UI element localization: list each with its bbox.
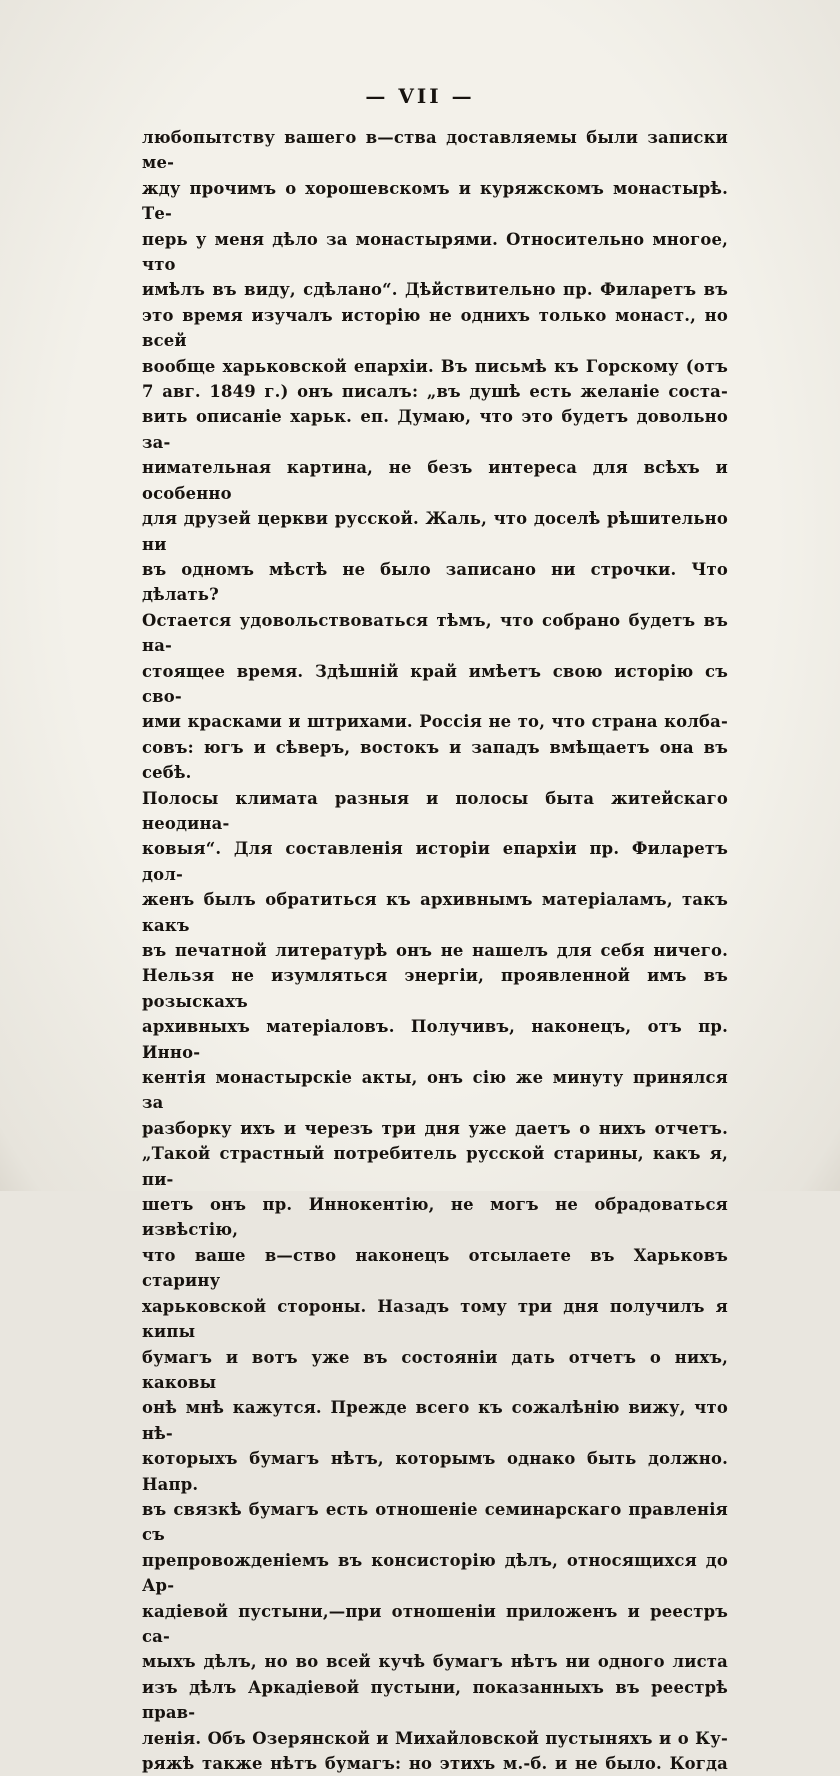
page-number: — VII — bbox=[365, 84, 475, 108]
text-line: женъ былъ обратиться къ архивнымъ матеріаламъ, такъ какъ bbox=[142, 890, 728, 935]
text-line: препровожденіемъ въ консисторію дѣлъ, относящихся до Ар- bbox=[142, 1550, 728, 1596]
text-line: имѣлъ въ виду, сдѣлано“. Дѣйствительно пр. Филаретъ въ bbox=[142, 280, 728, 300]
text-line: ленія. Объ Озерянской и Михайловской пустыняхъ и о Ку- bbox=[142, 1728, 728, 1748]
text-line: нимательная картина, не безъ интереса для всѣхъ и особенно bbox=[142, 458, 728, 503]
text-line: для друзей церкви русской. Жаль, что доселѣ рѣшительно ни bbox=[142, 509, 728, 554]
body-text bbox=[142, 125, 728, 1776]
text-line: Нельзя не изумляться энергіи, проявленной имъ въ розыскахъ bbox=[142, 966, 728, 1011]
text-line: ими красками и штрихами. Россія не то, что страна колба- bbox=[142, 712, 728, 732]
text-line: кадіевой пустыни,—при отношеніи приложенъ и реестръ са- bbox=[142, 1601, 728, 1646]
text-line: ряжѣ также нѣтъ бумагъ: но этихъ м.-б. и не было. Когда bbox=[142, 1754, 728, 1773]
text-line: жду прочимъ о хорошевскомъ и куряжскомъ монастырѣ. Те- bbox=[142, 178, 728, 224]
text-line: харьковской стороны. Назадъ тому три дня получилъ я кипы bbox=[142, 1296, 728, 1342]
text-line: бумагъ и вотъ уже въ состояніи дать отчетъ о нихъ, каковы bbox=[142, 1347, 728, 1392]
text-line: въ печатной литературѣ онъ не нашелъ для себя ничего. bbox=[142, 941, 728, 960]
text-line: шетъ онъ пр. Иннокентію, не могъ не обрадоваться извѣстію, bbox=[142, 1195, 728, 1240]
text-line: совъ: югъ и сѣверъ, востокъ и западъ вмѣщаетъ она въ себѣ. bbox=[142, 737, 728, 783]
text-line: онѣ мнѣ кажутся. Прежде всего къ сожалѣнію вижу, что нѣ- bbox=[142, 1398, 728, 1443]
text-line: ковыя“. Для составленія исторіи епархіи пр. Филаретъ дол- bbox=[142, 839, 728, 884]
text-line: мыхъ дѣлъ, но во всей кучѣ бумагъ нѣтъ ни одного листа bbox=[142, 1652, 728, 1672]
text-line: любопытству вашего в—ства доставляемы были записки ме- bbox=[142, 128, 728, 173]
text-line: кентія монастырскіе акты, онъ сію же минуту принялся за bbox=[142, 1068, 728, 1113]
text-line: Остается удовольствоваться тѣмъ, что собрано будетъ въ на- bbox=[142, 610, 728, 656]
text-line: разборку ихъ и черезъ три дня уже даетъ о нихъ отчетъ. bbox=[142, 1118, 728, 1138]
text-line: перь у меня дѣло за монастырями. Относительно многое, что bbox=[142, 229, 728, 275]
text-line: Полосы климата разныя и полосы быта житейскаго неодина- bbox=[142, 788, 728, 833]
text-line: изъ дѣлъ Аркадіевой пустыни, показанныхъ въ реестрѣ прав- bbox=[142, 1677, 728, 1723]
text-line: 7 авг. 1849 г.) онъ писалъ: „въ душѣ есть желаніе соста- bbox=[142, 382, 728, 402]
text-line: архивныхъ матеріаловъ. Получивъ, наконецъ, отъ пр. Инно- bbox=[142, 1017, 728, 1062]
text-line: въ одномъ мѣстѣ не было записано ни строчки. Что дѣлать? bbox=[142, 559, 728, 605]
text-line: вообще харьковской епархіи. Въ письмѣ къ Горскому (отъ bbox=[142, 356, 728, 376]
text-line: которыхъ бумагъ нѣтъ, которымъ однако быть должно. Напр. bbox=[142, 1449, 728, 1494]
text-line: вить описаніе харьк. еп. Думаю, что это будетъ довольно за- bbox=[142, 407, 728, 452]
text-line: въ связкѣ бумагъ есть отношеніе семинарскаго правленія съ bbox=[142, 1499, 728, 1545]
text-line: что ваше в—ство наконецъ отсылаете въ Харьковъ старину bbox=[142, 1245, 728, 1291]
text-line: это время изучалъ исторію не однихъ только монаст., но всей bbox=[142, 305, 728, 351]
text-line: стоящее время. Здѣшній край имѣетъ свою исторію съ сво- bbox=[142, 661, 728, 706]
text-line: „Такой страстный потребитель русской старины, какъ я, пи- bbox=[142, 1144, 728, 1189]
